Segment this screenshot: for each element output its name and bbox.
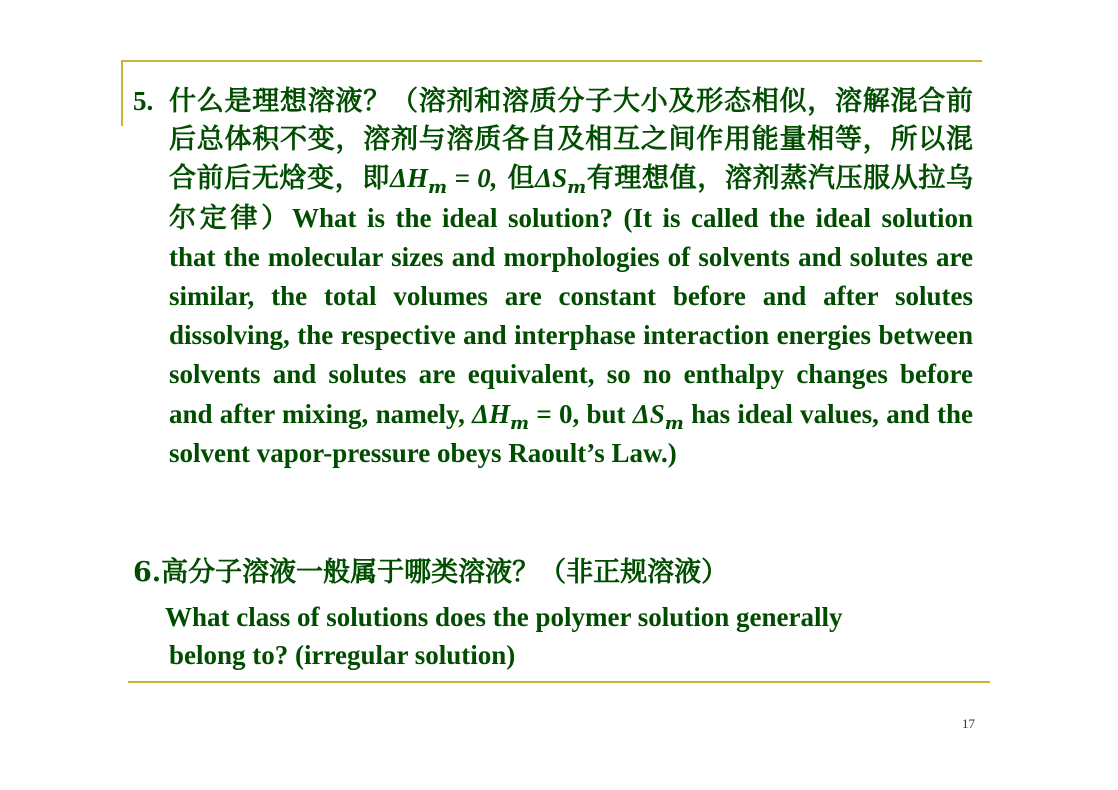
q5-zh-sub-m1: m [428,177,448,199]
q5-zh-delta-h: ΔH [390,163,429,194]
q5-zh-intro: 什么是理想溶液？（溶剂和溶质分子大小及形态相似，溶解混合前后总体积不变，溶剂与溶质各自及相互之间作用能量相等，所以混合前后无焓变，即 [169,86,973,195]
q5-en-sub-m2: m [664,412,684,434]
q5-en-delta-h: ΔH [472,398,511,429]
question-6-zh: 6.高分子溶液一般属于哪类溶液？（非正规溶液） [133,557,729,588]
q5-zh-rest: 有理想值，溶剂蒸汽压服从拉乌尔定律） [169,163,974,234]
q5-en-sub-m1: m [510,412,530,434]
q5-en-eq: = 0, but [529,398,633,429]
page-number: 17 [962,716,975,731]
q5-en-part1: What is the ideal solution? (It is called the ideal solution that the molecular sizes and morphologies of solvents and solutes are similar, the total volumes are constant before and after solutes dissolving, the respective and interphase interaction energies between solvents and solutes are equivalent, so no enthalpy changes before and after mixing, namely, [169,202,973,429]
q5-zh-sub-m2: m [567,177,587,199]
q5-zh-eq-zero: = 0, [447,163,498,194]
question-6-en [165,598,970,674]
left-rule [121,60,123,126]
q6-en-line2: belong to? (irregular solution) [169,640,516,670]
top-rule [122,60,982,62]
q5-zh-delta-s: ΔS [535,163,568,194]
q5-en-delta-s: ΔS [632,398,665,429]
question-5-number: 5. [133,86,154,116]
q5-en-rest: has ideal values, and the solvent vapor-pressure obeys Raoult’s Law.) [169,398,973,468]
q6-en-line1: What class of solutions does the polymer solution generally [165,602,843,632]
question-5-body [169,83,973,473]
q5-zh-but: 但 [497,163,536,195]
question-5 [133,82,973,473]
bottom-rule [128,681,990,683]
